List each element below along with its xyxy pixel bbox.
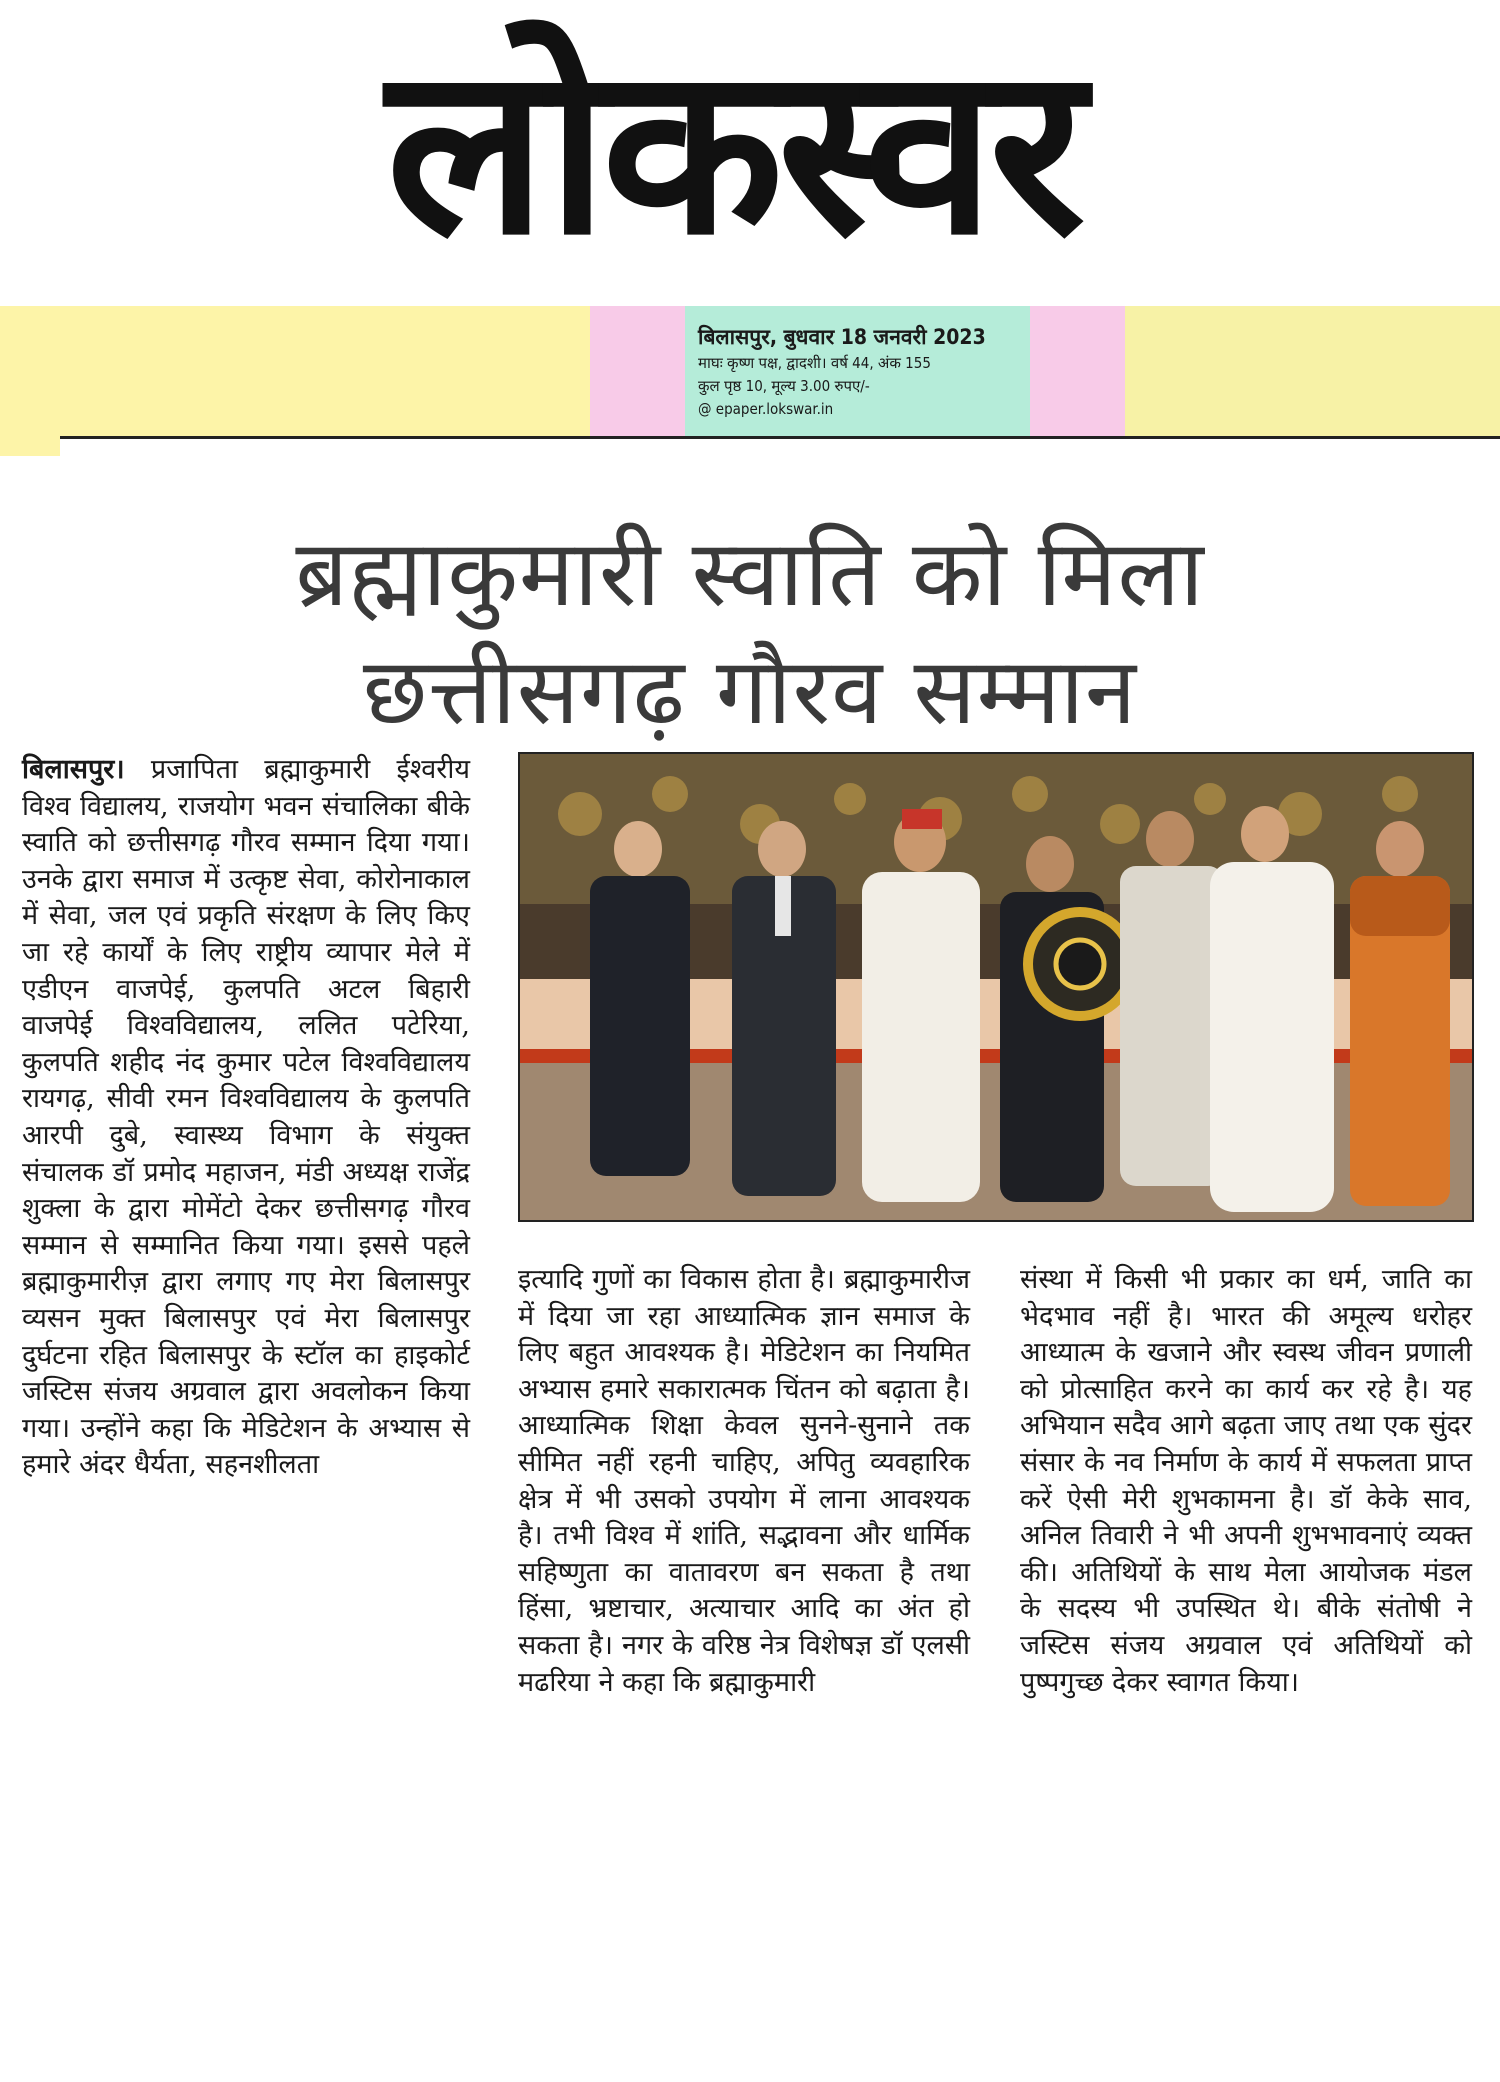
color-band-yellow [1125,306,1500,436]
masthead-rule [60,436,1500,439]
dateline-website[interactable]: @ epaper.lokswar.in [698,400,834,418]
article-column-2: इत्यादि गुणों का विकास होता है। ब्रह्माकुमारीज में दिया जा रहा आध्यात्मिक ज्ञान समाज के लिए बहुत आवश्यक है। मेडिटेशन का नियमित अभ्यास हमारे सकारात्मक चिंतन को बढ़ाता है। आध्यात्मिक शिक्षा केवल सुनने-सुनाने तक सीमित नहीं रहनी चाहिए, अपितु व्यवहारिक क्षेत्र में भी उसको उपयोग में लाना आवश्यक है। तभी विश्व में शांति, सद्भावना और धार्मिक सहिष्णुता का वातावरण बन सकता है तथा हिंसा, भ्रष्टाचार, अत्याचार आदि का अंत हो सकता है। नगर के वरिष्ठ नेत्र विशेषज्ञ डॉ एलसी मढरिया ने कहा कि ब्रह्माकुमारी [518,1264,970,1698]
article-column-3: संस्था में किसी भी प्रकार का धर्म, जाति का भेदभाव नहीं है। भारत की अमूल्य धरोहर आध्यात्म के खजाने और स्वस्थ जीवन प्रणाली को प्रोत्साहित करने का कार्य कर रहे है। यह अभियान सदैव आगे बढ़ता जाए तथा एक सुंदर संसार के नव निर्माण के कार्य में सफलता प्राप्त करें ऐसी मेरी शुभकामना है। डॉ केके साव, अनिल तिवारी ने भी अपनी शुभभावनाएं व्यक्त की। अतिथियों के साथ मेला आयोजक मंडल के सदस्य भी उपस्थित थे। बीके संतोषी ने जस्टिस संजय अग्रवाल एवं अतिथियों को पुष्पगुच्छ देकर स्वागत किया। [1020,1264,1472,1698]
article-column-1-text: प्रजापिता ब्रह्माकुमारी ईश्वरीय विश्व विद्यालय, राजयोग भवन संचालिका बीके स्वाति को छत्तीसगढ़ गौरव सम्मान दिया गया। उनके द्वारा समाज में उत्कृष्ट सेवा, कोरोनाकाल में सेवा, जल एवं प्रकृति संरक्षण के लिए किए जा रहे कार्यों के लिए राष्ट्रीय व्यापार मेले में एडीएन वाजपेई, कुलपति अटल बिहारी वाजपेई विश्वविद्यालय, ललित पटेरिया, कुलपति शहीद नंद कुमार पटेल विश्वविद्यालय रायगढ़, सीवी रमन विश्वविद्यालय के कुलपति आरपी दुबे, स्वास्थ्य विभाग के संयुक्त संचालक डॉ प्रमोद महाजन, मंडी अध्यक्ष राजेंद्र शुक्ला के द्वारा मोमेंटो देकर छत्तीसगढ़ गौरव सम्मान से सम्मानित किया गया। इससे पहले ब्रह्माकुमारीज़ द्वारा लगाए गए मेरा बिलासपुर व्यसन मुक्त बिलासपुर एवं मेरा बिलासपुर दुर्घटना रहित बिलासपुर के स्टॉल का हाइकोर्ट जस्टिस संजय अग्रवाल द्वारा अवलोकन किया गया। उन्होंने कहा कि मेडिटेशन के अभ्यास से हमारे अंदर धैर्यता, सहनशीलता [22,754,470,1481]
dateline-date: बिलासपुर, बुधवार 18 जनवरी 2023 [698,325,986,349]
headline-line-2: छत्तीसगढ़ गौरव सम्मान [362,638,1138,745]
article-column-1 [22,752,470,1484]
dateline-issue: माघः कृष्ण पक्ष, द्वादशी। वर्ष 44, अंक 155 [698,354,931,372]
color-band-pink [590,306,685,436]
color-band-pink [1030,306,1125,436]
color-band-stub [0,306,60,456]
color-band-yellow [60,306,590,436]
dateline-price: कुल पृष्ठ 10, मूल्य 3.00 रुपए/- [698,377,870,395]
headline-line-1: ब्रह्माकुमारी स्वाति को मिला [295,520,1205,627]
masthead-title: लोकस्वर [386,15,1080,286]
article-dateline: बिलासपुर। [22,754,125,785]
news-photo [518,752,1474,1222]
article-headline [40,515,1460,751]
dateline [698,322,1028,421]
masthead [28,15,1438,286]
